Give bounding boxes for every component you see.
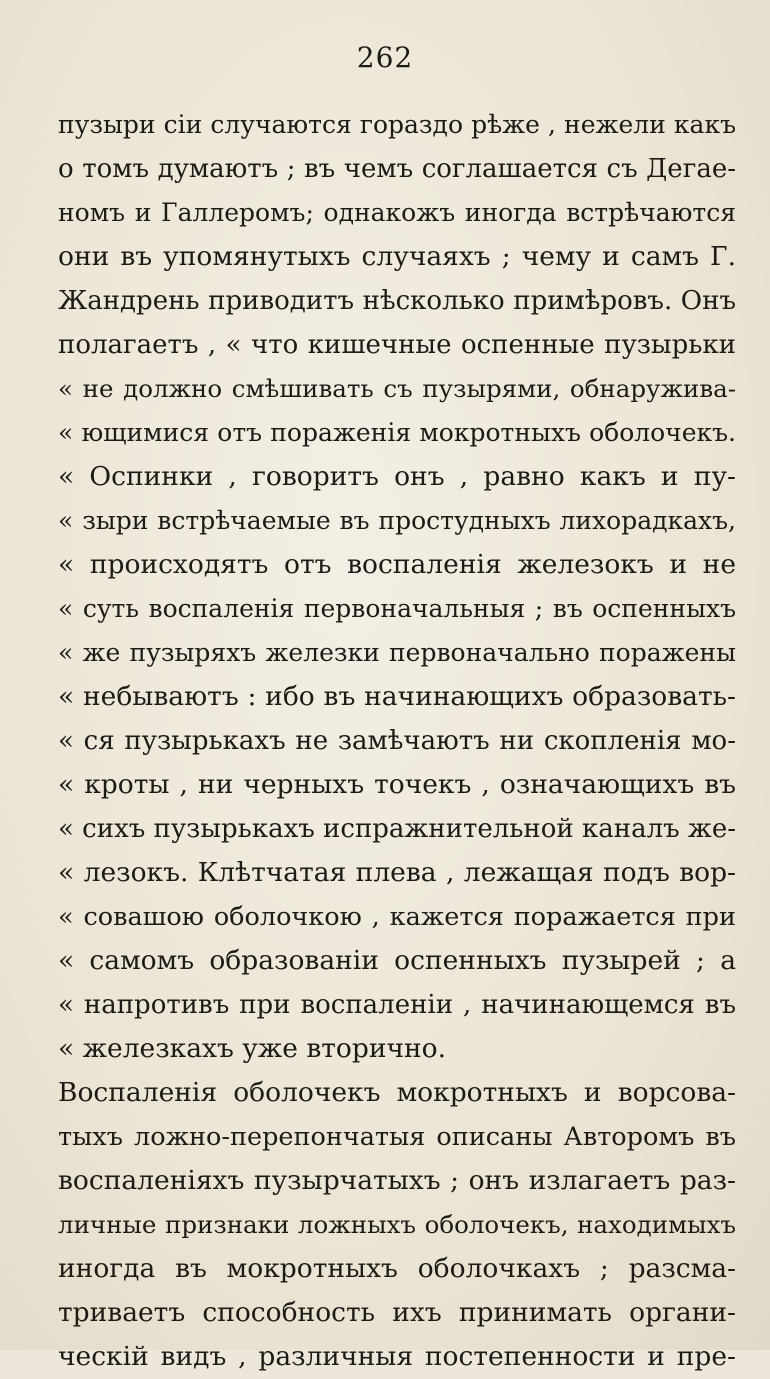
text-line: « сихъ пузырькахъ испражнительной каналъ же- (58, 814, 737, 844)
body-text (58, 103, 736, 1379)
text-line: о томъ думаютъ ; въ чемъ соглашается съ Дегае- (58, 154, 736, 184)
text-line: « совашою оболочкою , кажется поражается при (58, 902, 736, 932)
text-line: тыхъ ложно-перепончатыя описаны Авторомъ въ (58, 1122, 736, 1152)
text-line: « происходятъ отъ воспаленія железокъ и не (58, 549, 736, 580)
paragraph-3 (58, 1071, 736, 1379)
text-line: « небываютъ : ибо въ начинающихъ образовать- (58, 681, 736, 712)
text-line: ческій видъ , различныя постепенности и пре- (58, 1341, 736, 1372)
text-line: воспаленіяхъ пузырчатыхъ ; онъ излагаетъ раз- (58, 1165, 736, 1196)
paragraph-1 (58, 103, 736, 455)
text-line: пузыри сіи случаются гораздо рѣже , нежели какъ (58, 110, 736, 139)
text-line: триваетъ способность ихъ принимать органи- (58, 1297, 736, 1328)
text-line: « железкахъ уже вторично. (58, 1033, 447, 1064)
text-line: иногда въ мокротныхъ оболочкахъ ; разсма- (58, 1253, 736, 1284)
text-line: « кроты , ни черныхъ точекъ , означающихъ въ (58, 769, 736, 800)
text-line: они въ упомянутыхъ случаяхъ ; чему и самъ Г. (58, 241, 736, 272)
text-line: полагаетъ , « что кишечные оспенные пузырьки (58, 330, 736, 360)
text-line: Жандрень приводитъ нѣсколько примѣровъ. Онъ (58, 286, 736, 316)
text-line: личные признаки ложныхъ оболочекъ, находимыхъ (58, 1210, 736, 1239)
text-line: « самомъ образованіи оспенныхъ пузырей ; а (58, 945, 736, 976)
text-line: « же пузыряхъ железки первоначально поражены (58, 638, 736, 667)
paragraph-2 (58, 455, 736, 1071)
text-line: « не должно смѣшивать съ пузырями, обнаружива- (58, 374, 736, 403)
text-line: « лезокъ. Клѣтчатая плева , лежащая подъ вор- (58, 857, 736, 888)
page-number: 262 (356, 41, 414, 74)
text-line: « Оспинки , говоритъ онъ , равно какъ и пу- (58, 461, 736, 492)
text-line: « суть воспаленія первоначальныя ; въ оспенныхъ (58, 594, 736, 623)
text-line: Воспаленія оболочекъ мокротныхъ и ворсова- (58, 1077, 736, 1108)
text-line: « напротивъ при воспаленіи , начинающемся въ (58, 990, 736, 1020)
text-line: « ющимися отъ пораженія мокротныхъ оболочекъ. (58, 418, 736, 447)
text-line: « зыри встрѣчаемые въ простудныхъ лихорадкахъ, (58, 506, 736, 535)
text-line: « ся пузырькахъ не замѣчаютъ ни скопленія мо- (58, 726, 736, 756)
text-line: номъ и Галлеромъ; однакожъ иногда встрѣчаются (58, 198, 736, 227)
